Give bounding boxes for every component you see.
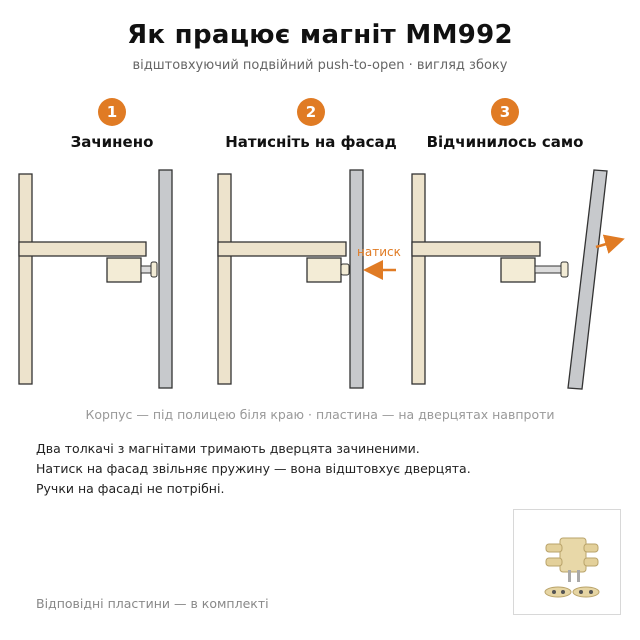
page-title: Як працює магніт MM992 [127, 20, 513, 50]
pusher-tip [151, 262, 157, 277]
magnet-body [307, 258, 341, 282]
page-subtitle: відштовхуючий подвійний push-to-open · вигляд збоку [132, 58, 508, 73]
cabinet-shelf [412, 242, 540, 256]
product-photo [513, 509, 621, 615]
cabinet-shelf [19, 242, 146, 256]
description-line: Два толкачі з магнітами тримають дверцята зачиненими. [36, 441, 420, 456]
pusher-tip [561, 262, 568, 277]
door-panel [350, 170, 363, 388]
pusher-rod [535, 266, 561, 273]
pusher-tip [341, 264, 349, 275]
diagram-caption: Корпус — під полицею біля краю · пластина — на дверцятах навпроти [85, 407, 555, 422]
magnet-product-image [514, 510, 620, 614]
step-3-label: Відчинилось само [426, 133, 584, 151]
step-1-label: Зачинено [70, 133, 154, 151]
magnet-body [107, 258, 141, 282]
description-line: Натиск на фасад звільняє пружину — вона відштовхує дверцята. [36, 461, 471, 476]
step-1 [19, 98, 172, 388]
step-1-number: 1 [106, 103, 118, 121]
step-3 [412, 98, 620, 389]
description [36, 439, 616, 499]
step-3-number: 3 [499, 103, 511, 121]
cabinet-side-wall [19, 174, 32, 384]
step-2-number: 2 [305, 103, 317, 121]
pusher-rod [141, 266, 151, 273]
cabinet-shelf [218, 242, 346, 256]
press-label: натиск [357, 245, 401, 259]
door-panel [159, 170, 172, 388]
step-2 [218, 98, 401, 388]
step-2-label: Натисніть на фасад [225, 133, 397, 151]
door-panel-open [568, 170, 607, 389]
cabinet-side-wall [412, 174, 425, 384]
cabinet-side-wall [218, 174, 231, 384]
description-line: Ручки на фасаді не потрібні. [36, 481, 225, 496]
footnote: Відповідні пластини — в комплекті [36, 596, 269, 611]
magnet-body [501, 258, 535, 282]
